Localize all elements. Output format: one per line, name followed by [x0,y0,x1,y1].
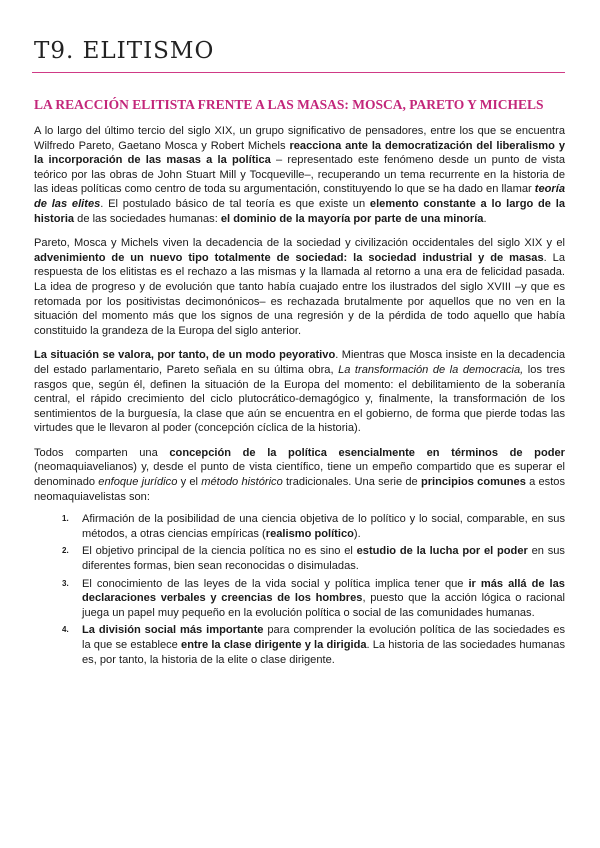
list-number: 2. [62,546,69,556]
paragraph-2 [34,236,565,338]
text-span: Afirmación de la posibilidad de una ciencia objetiva de lo político y lo social, comparable, en sus métodos, a otras ciencias empíricas ( [82,513,565,540]
text-span: para comprender la evolución política de las sociedades es la que se establece [82,624,565,651]
italic-span: método histórico [201,476,283,489]
text-span: . La respuesta de los elitistas es el rechazo a las mismas y la llamada al retorno a una era de felicidad pasada. La idea de progreso y de evolución que tanto había cuajado entre los ilustrados del siglo XVIII –y que es retomada por los positivistas decimonónicos– es rechazada brutalmente por aquellos que no ven en la situación del momento más que los signos de una regresión y de la pérdida de todo aquello que había constituido la grandeza de la Europa del siglo anterior. [34,251,565,337]
text-span: El objetivo principal de la ciencia política no es sino el [82,545,357,558]
paragraph-4 [34,446,565,504]
text-span: de las sociedades humanas: [74,212,221,225]
list-item [62,577,565,621]
bold-span: estudio de la lucha por el poder [356,545,528,558]
bold-span: elemento constante a lo largo de la historia [34,197,565,225]
bold-span: ir más allá de las declaraciones verbales y creencias de los hombres [82,577,565,605]
text-span: ). [353,527,361,540]
paragraph-1 [34,124,565,226]
document-body [34,124,565,670]
text-span: , puesto que la acción lógica o racional juega un papel muy pequeño en la evolución política o social de las comunidades humanas. [82,592,565,619]
bold-italic-span: teoría de las elites [34,183,565,210]
list-number: 4. [62,625,69,635]
bold-span: realismo político [265,527,354,540]
italic-span: enfoque jurídico [98,476,178,489]
bold-span: principios comunes [420,476,526,489]
paragraph-3 [34,348,565,436]
bold-span: el dominio de la mayoría por parte de una minoría [220,212,484,225]
bold-span: La división social más importante [82,624,264,637]
text-span: A lo largo del último tercio del siglo XIX, un grupo significativo de pensadores, entre los que se encuentra Wilfredo Pareto, Gaetano Mosca y Robert Michels [34,125,565,152]
list-item [62,544,565,573]
italic-span: La transformación de la democracia, [338,363,524,376]
list-number: 1. [62,514,69,524]
page-title: T9. ELITISMO [34,38,215,64]
bold-span: concepción de la política esencialmente en términos de poder [169,446,565,459]
bold-span: La situación se valora, por tanto, de un modo peyorativo [34,349,336,362]
text-span: los tres rasgos que, según él, definen la situación de la Europa del momento: el debilitamiento de la soberanía central, el rápido crecimiento del ciclo plutocrático-demagógico y, finalmente, la transformación de los sentimientos de la burguesía, la clase que aún se encuentra en el gobierno, de forma que pierde todas las virtudes que le llevaron al poder (concepción cíclica de la historia). [34,363,566,435]
title-divider [32,72,565,73]
list-item [62,623,565,667]
text-span: y el [177,476,202,489]
list-item [62,512,565,541]
text-span: tradicionales. Una serie de [282,476,421,489]
list-number: 3. [62,578,69,588]
section-heading: LA REACCIÓN ELITISTA FRENTE A LAS MASAS: MOSCA, PARETO Y MICHELS [34,97,544,112]
bold-span: reacciona ante la democratización del liberalismo y la incorporación de las masas a la política [34,139,566,167]
text-span: Todos comparten una [34,446,170,459]
text-span: en sus diferentes formas, bien sean reconocidas o disimuladas. [82,545,565,573]
text-span: – representado este fenómeno desde un punto de vista teórico por las obras de John Stuart Mill y Tocqueville–, recuperando un tema recurrente en la historia de las ideas políticas como centro de toda su argumentación, constituyendo lo que se ha dado en llamar [34,154,566,196]
text-span: . La historia de las sociedades humanas es, por tanto, la historia de la elite o clase dirigente. [82,639,565,666]
principles-list [34,512,565,667]
text-span: a estos neomaquiavelistas son: [34,476,565,503]
text-span: . Mientras que Mosca insiste en la decadencia del estado parlamentario, Pareto señala en su última obra, [34,349,565,376]
text-span: El conocimiento de las leyes de la vida social y política implica tener que [82,577,469,590]
bold-span: advenimiento de un nuevo tipo totalmente de sociedad: la sociedad industrial y de masas [34,251,544,264]
text-span: . El postulado básico de tal teoría es que existe un [100,197,370,210]
text-span: (neomaquiavelianos) y, desde el punto de vista científico, tiene un empeño compartido que es superar el denominado [34,461,565,489]
text-span: . [483,212,487,225]
text-span: Pareto, Mosca y Michels viven la decadencia de la sociedad y civilización occidentales del siglo XIX y el [34,237,565,250]
bold-span: entre la clase dirigente y la dirigida [181,639,367,651]
